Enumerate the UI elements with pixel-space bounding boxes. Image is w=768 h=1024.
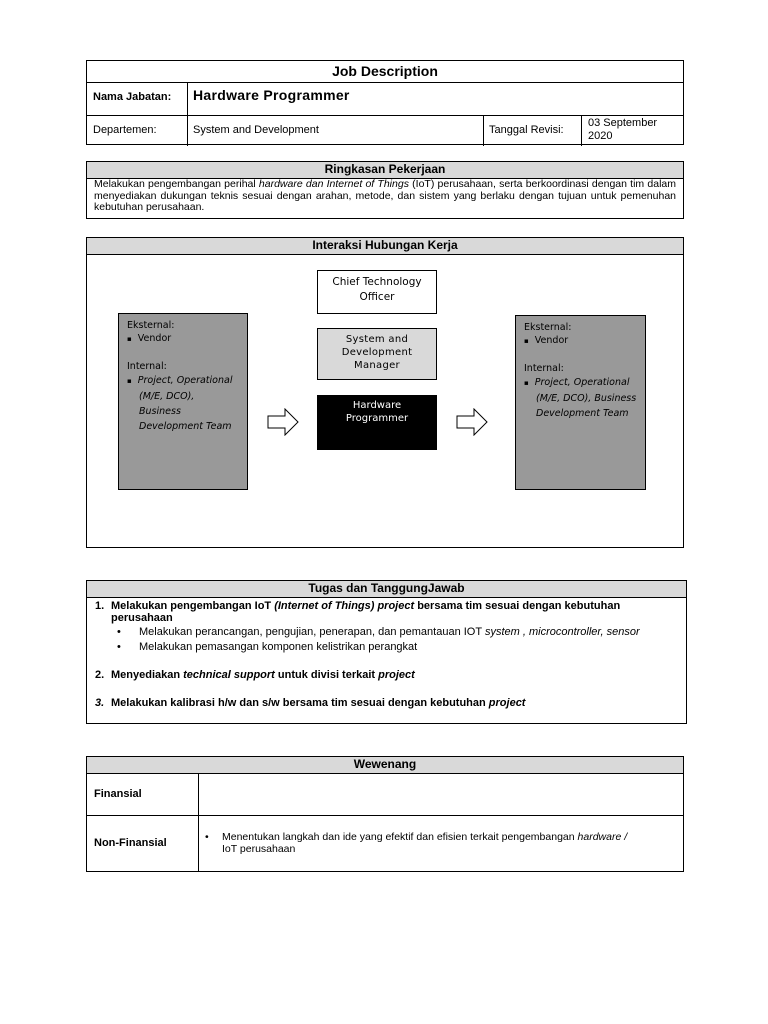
wewenang-title: Wewenang [87, 757, 683, 774]
right-eksternal-label: Eksternal: [524, 322, 572, 333]
finansial-label: Finansial [94, 788, 142, 800]
task-item-3: 3. Melakukan kalibrasi h/w dan s/w bersama tim sesuai dengan kebutuhan project [95, 697, 526, 709]
right-arrow-icon [456, 408, 488, 436]
departemen-value: System and Development [193, 124, 319, 136]
nama-jabatan-value: Hardware Programmer [193, 87, 350, 103]
tanggal-revisi-value-line1: 03 September [588, 117, 658, 129]
left-arrow-icon [267, 408, 299, 436]
left-internal-label: Internal: [127, 361, 167, 372]
tanggal-revisi-value-line2: 2020 [588, 130, 613, 142]
programmer-box: Hardware Programmer [317, 395, 437, 450]
left-interaction-box [118, 313, 248, 490]
interaksi-section [86, 237, 684, 548]
left-eksternal-label: Eksternal: [127, 320, 175, 331]
tugas-section [86, 580, 687, 724]
ringkasan-text: Melakukan pengembangan perihal hardware dan Internet of Things (IoT) perusahaan, serta berkoordinasi dengan tim dalam menyediakan dukungan teknis sesuai dengan arahan, metode, dan sistem yang berlaku dengan tujuan untuk pemenuhan kebutuhan perusahaan. [94, 178, 676, 213]
task-item-2: 2. Menyediakan technical support untuk divisi terkait project [95, 669, 415, 681]
task-sub-2: • Melakukan pemasangan komponen kelistrikan perangkat [117, 641, 418, 653]
wewenang-section [86, 756, 684, 872]
nonfinansial-text: • Menentukan langkah dan ide yang efektif dan efisien terkait pengembangan hardware / IoT perusahaan [205, 831, 628, 855]
nama-jabatan-label: Nama Jabatan: [93, 91, 172, 103]
left-eksternal-item: ▪ Vendor [127, 333, 172, 344]
right-internal-label: Internal: [524, 363, 564, 374]
job-header-table [86, 60, 684, 145]
job-description-title: Job Description [332, 63, 438, 79]
cto-box: Chief Technology Officer [317, 270, 437, 314]
tugas-title: Tugas dan TanggungJawab [87, 581, 686, 598]
ringkasan-title: Ringkasan Pekerjaan [87, 162, 683, 179]
right-internal-item: ▪ Project, Operational (M/E, DCO), Business Development Team [524, 377, 637, 419]
right-interaction-box [515, 315, 646, 490]
right-eksternal-item: ▪ Vendor [524, 335, 569, 346]
tanggal-revisi-label: Tanggal Revisi: [489, 124, 564, 136]
ringkasan-section [86, 161, 684, 219]
task-sub-1: • Melakukan perancangan, pengujian, penerapan, dan pemantauan IOT system , microcontroller, sensor [117, 626, 640, 638]
manager-box: System and Development Manager [317, 328, 437, 380]
task-item-1-cont: perusahaan [111, 612, 173, 624]
nonfinansial-label: Non-Finansial [94, 837, 167, 849]
interaksi-title: Interaksi Hubungan Kerja [87, 238, 683, 255]
left-internal-item: ▪ Project, Operational (M/E, DCO), Business Development Team [127, 375, 233, 432]
task-item-1: 1. Melakukan pengembangan IoT (Internet of Things) project bersama tim sesuai dengan kebutuhan [95, 600, 621, 612]
departemen-label: Departemen: [93, 124, 157, 136]
